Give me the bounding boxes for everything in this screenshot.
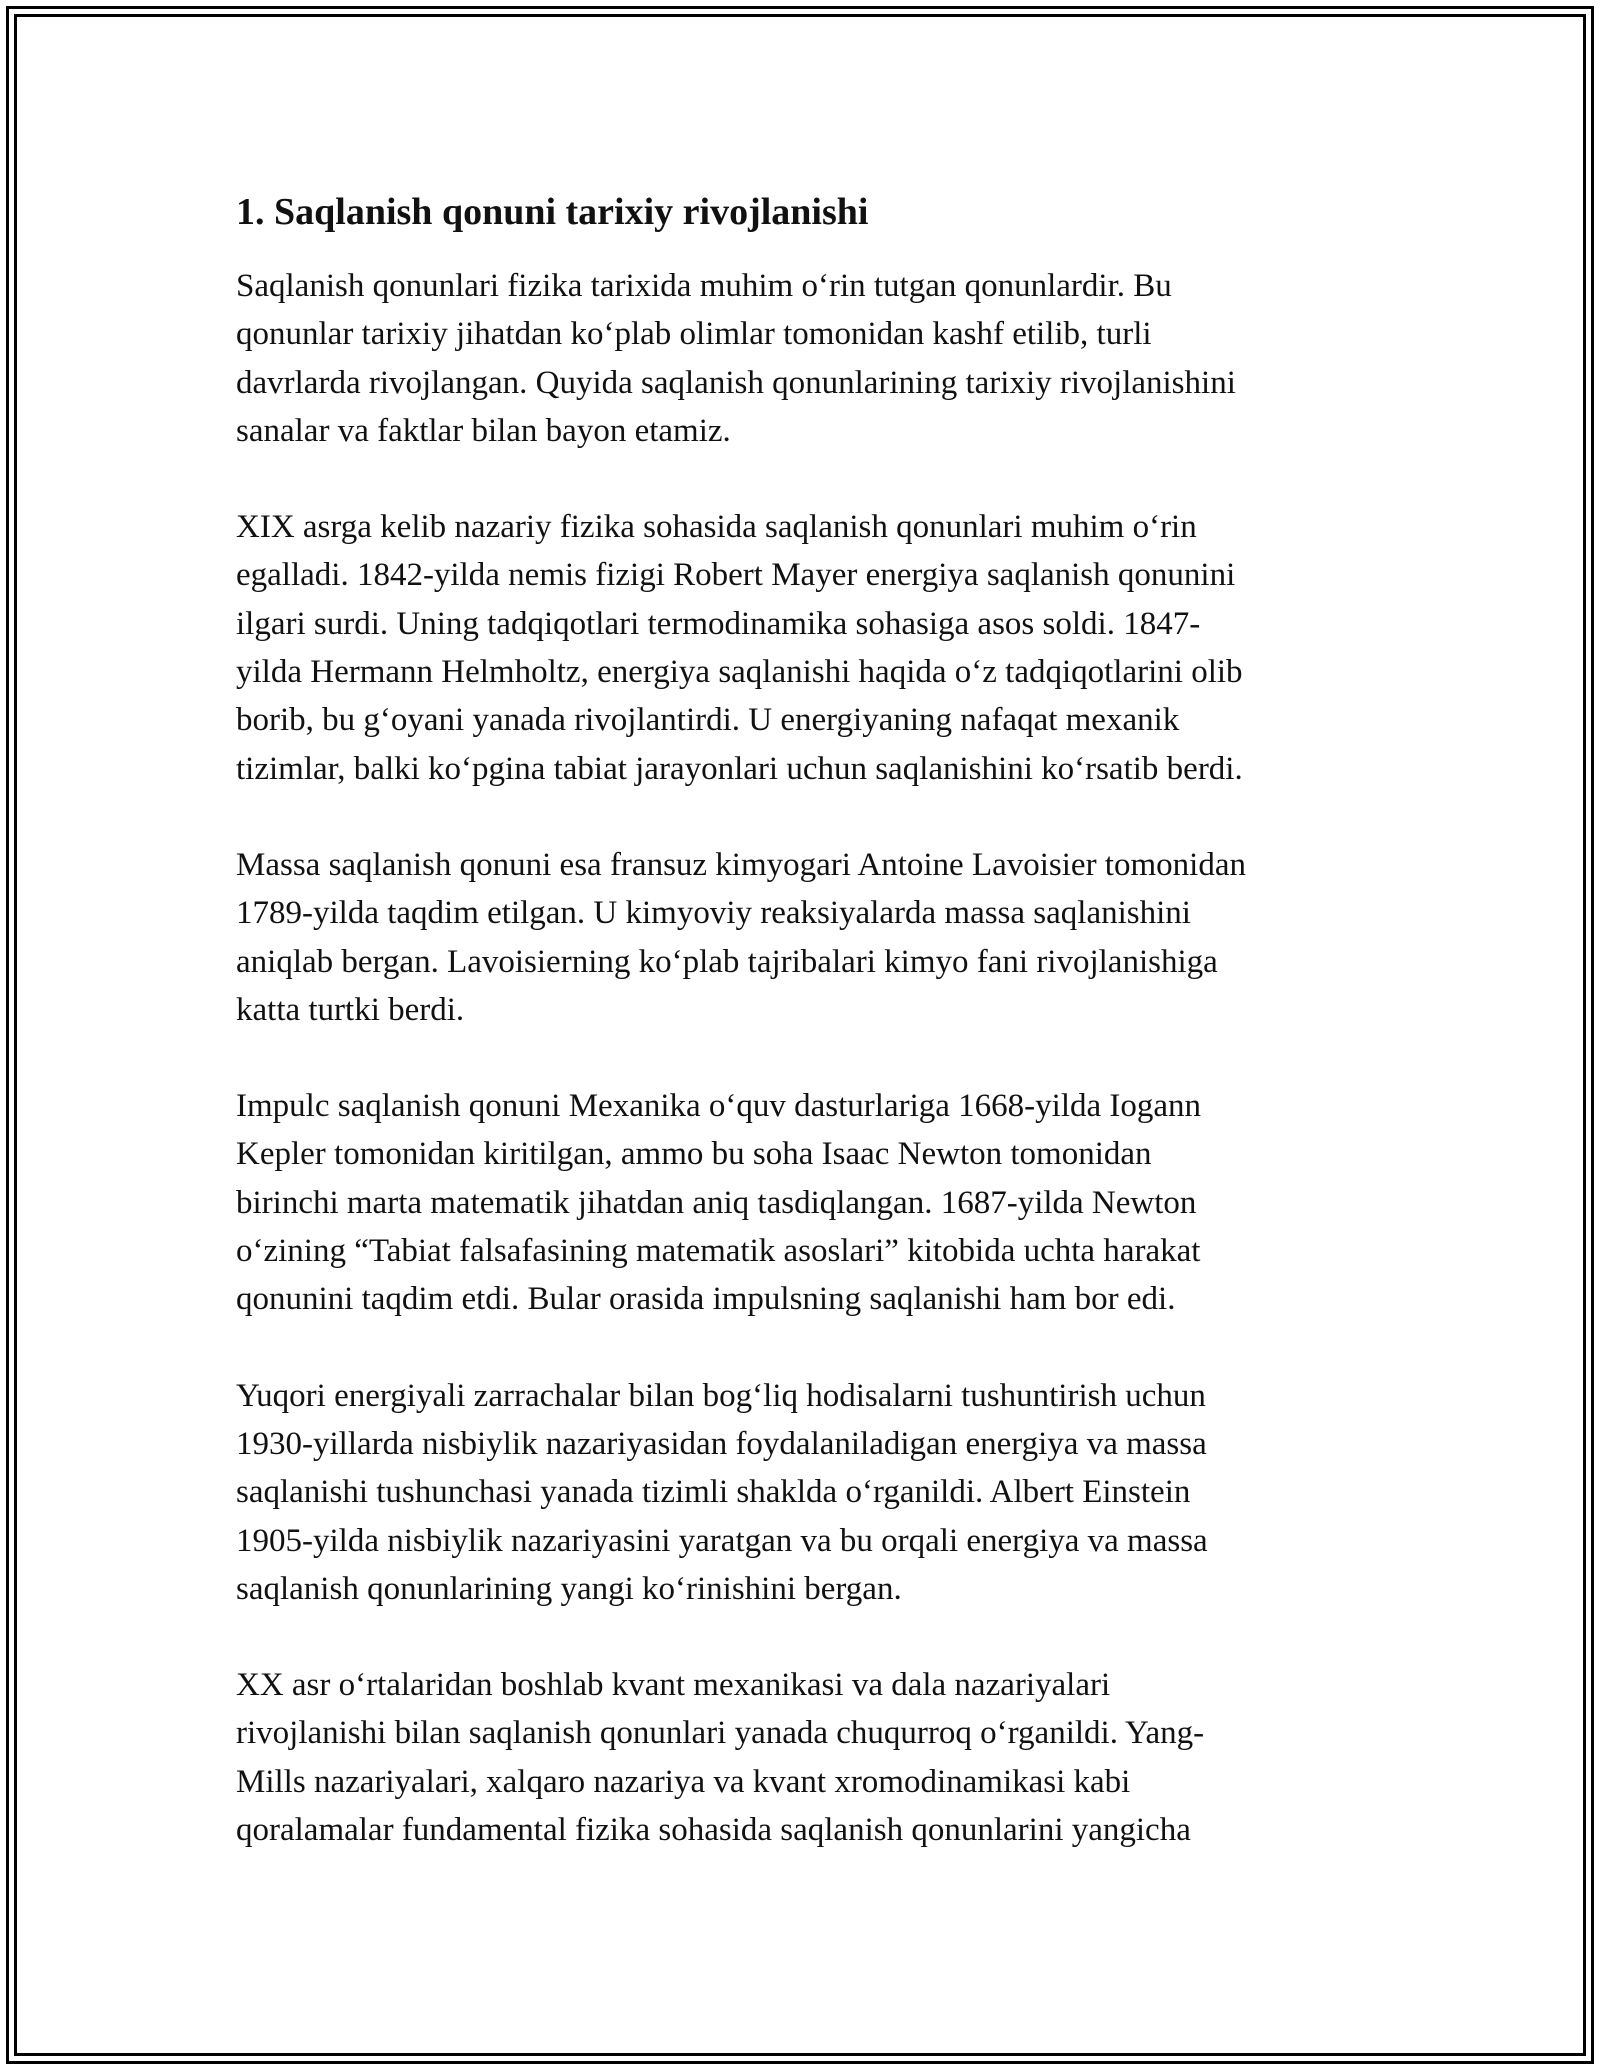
text-line: XIX asrga kelib nazariy fizika sohasida saqlanish qonunlari muhim o‘rin [236,509,1197,546]
text-line: ilgari surdi. Uning tadqiqotlari termodinamika sohasiga asos soldi. 1847- [236,605,1201,642]
text-line: egalladi. 1842-yilda nemis fizigi Robert Mayer energiya saqlanish qonunini [236,557,1236,594]
paragraph-relativity [236,1372,1364,1613]
document-body [236,186,1364,1902]
text-line: katta turtki berdi. [236,991,465,1028]
text-line: qonunlar tarixiy jihatdan ko‘plab olimlar tomonidan kashf etilib, turli [236,316,1152,353]
paragraph-mass-conservation [236,841,1364,1034]
text-line: yilda Hermann Helmholtz, energiya saqlanishi haqida o‘z tadqiqotlarini olib [236,654,1243,691]
text-line: davrlarda rivojlangan. Quyida saqlanish qonunlarining tarixiy rivojlanishini [236,364,1236,401]
text-line: o‘zining “Tabiat falsafasining matematik asoslari” kitobida uchta harakat [236,1233,1201,1270]
text-line: Kepler tomonidan kiritilgan, ammo bu soha Isaac Newton tomonidan [236,1136,1152,1173]
text-line: borib, bu g‘oyani yanada rivojlantirdi. U energiyaning nafaqat mexanik [236,702,1180,739]
text-line: 1789-yilda taqdim etilgan. U kimyoviy reaksiyalarda massa saqlanishini [236,895,1191,932]
text-line: Massa saqlanish qonuni esa fransuz kimyogari Antoine Lavoisier tomonidan [236,846,1246,883]
text-line: Yuqori energiyali zarrachalar bilan bog‘liq hodisalarni tushuntirish uchun [236,1377,1206,1414]
text-line: aniqlab bergan. Lavoisierning ko‘plab tajribalari kimyo fani rivojlanishiga [236,943,1218,980]
paragraph-quantum-field-theory [236,1661,1364,1854]
paragraph-momentum-conservation [236,1082,1364,1323]
page-title: 1. Saqlanish qonuni tarixiy rivojlanishi [236,191,869,233]
text-line: Saqlanish qonunlari fizika tarixida muhim o‘rin tutgan qonunlardir. Bu [236,268,1172,304]
paragraph-introduction [236,262,1364,455]
text-line: XX asr o‘rtalaridan boshlab kvant mexanikasi va dala nazariyalari [236,1667,1111,1704]
text-line: birinchi marta matematik jihatdan aniq tasdiqlangan. 1687-yilda Newton [236,1184,1197,1221]
text-line: rivojlanishi bilan saqlanish qonunlari yanada chuqurroq o‘rganildi. Yang- [236,1715,1205,1752]
text-line: qoralamalar fundamental fizika sohasida saqlanish qonunlarini yangicha [236,1812,1191,1849]
text-line: Impulc saqlanish qonuni Mexanika o‘quv dasturlariga 1668-yilda Iogann [236,1088,1202,1125]
text-line: qonunini taqdim etdi. Bular orasida impulsning saqlanishi ham bor edi. [236,1281,1176,1318]
text-line: tizimlar, balki ko‘pgina tabiat jarayonlari uchun saqlanishini ko‘rsatib berdi. [236,750,1243,787]
paragraph-energy-conservation [236,503,1364,793]
text-line: saqlanish qonunlarining yangi ko‘rinishini bergan. [236,1570,902,1607]
text-line: 1930-yillarda nisbiylik nazariyasidan foydalaniladigan energiya va massa [236,1425,1207,1462]
text-line: sanalar va faktlar bilan bayon etamiz. [236,412,731,449]
text-line: Mills nazariyalari, xalqaro nazariya va kvant xromodinamikasi kabi [236,1763,1131,1800]
text-line: 1905-yilda nisbiylik nazariyasini yaratgan va bu orqali energiya va massa [236,1522,1208,1559]
text-line: saqlanishi tushunchasi yanada tizimli shaklda o‘rganildi. Albert Einstein [236,1474,1191,1511]
